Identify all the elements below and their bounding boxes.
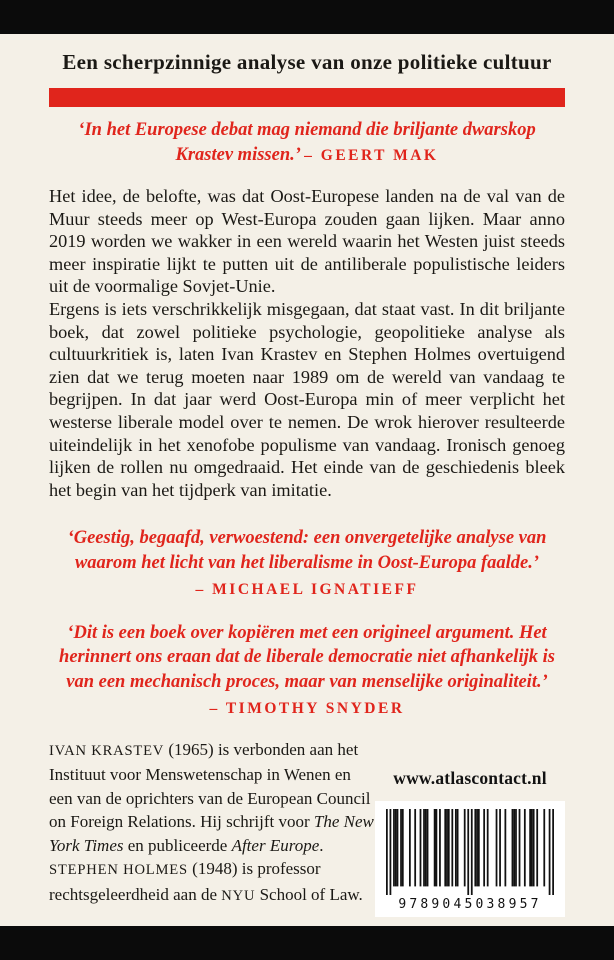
publication-title-after-europe: After Europe: [231, 835, 320, 855]
publisher-column: [375, 738, 565, 917]
quote-attribution: – TIMOTHY SNYDER: [209, 700, 405, 718]
bio-text: School of Law.: [255, 884, 363, 904]
press-quote-michael-ignatieff: [49, 526, 565, 603]
synopsis: [49, 185, 565, 501]
cover-content: [0, 34, 614, 917]
isbn-barcode-bars: [386, 809, 554, 895]
synopsis-paragraph-1: Het idee, de belofte, was dat Oost-Europese landen na de val van de Muur steeds meer op West-Europa zouden gaan lijken. Maar anno 2019 worden we wakker in een wereld waarin het Westen juist steeds meer inspiratie lijkt te putten uit de antiliberale populistische leiders uit de voormalige Sovjet-Unie.: [49, 186, 565, 297]
author-name-krastev: IVAN KRASTEV: [49, 742, 165, 759]
quote-text: ‘Geestig, begaafd, verwoestend: een onvergetelijke analyse van waarom het licht van het liberalisme in Oost-Europa faalde.’: [67, 528, 547, 573]
publication-title-nyt: The New York Times: [49, 812, 374, 855]
bio-text: (1948) is professor rechtsgeleerdheid aan de: [49, 859, 321, 904]
publisher-website: www.atlascontact.nl: [393, 767, 547, 788]
quote-text: ‘In het Europese debat mag niemand die briljante dwarskop Krastev missen.’: [78, 120, 536, 165]
bio-text: .: [319, 835, 324, 855]
bottom-black-bar: [0, 926, 614, 960]
nyu-abbreviation: NYU: [221, 887, 256, 904]
footer: [49, 738, 565, 917]
author-name-holmes: STEPHEN HOLMES: [49, 862, 188, 879]
isbn-barcode: [375, 801, 565, 917]
press-quote-timothy-snyder: [49, 621, 565, 722]
author-bio: [49, 738, 375, 917]
quote-text: ‘Dit is een boek over kopiëren met een origineel argument. Het herinnert ons eraan dat de liberale democratie niet afhankelijk is van een mechanisch proces, maar van menselijke originaliteit.’: [59, 622, 555, 692]
quote-attribution: – MICHAEL IGNATIEFF: [195, 581, 419, 599]
top-black-bar: [0, 0, 614, 34]
quote-attribution: – GEERT MAK: [304, 146, 439, 164]
press-quote-geert-mak: [49, 118, 565, 168]
bio-text: en publiceerde: [123, 835, 232, 855]
barcode-number: 9789045038957: [398, 896, 542, 912]
synopsis-paragraph-2: Ergens is iets verschrikkelijk misgegaan, dat staat vast. In dit briljante boek, dat zowel politieke psychologie, geopolitieke analyse als cultuurkritiek is, laten Ivan Krastev en Stephen Holmes overtuigend zien dat we terug moeten naar 1989 om de wereld van vandaag te begrijpen. In dat jaar werd Oost-Europa min of meer verplicht het westerse liberale model over te nemen. De wrok hierover resulteerde uiteindelijk in het xenofobe populisme van vandaag. Ironisch genoeg lijken de rollen nu omgedraaid. Het einde van de geschiedenis bleek het begin van het tijdperk van imitatie.: [49, 298, 565, 500]
tagline: Een scherpzinnige analyse van onze politieke cultuur: [62, 50, 552, 74]
red-divider-bar: [49, 88, 565, 107]
bio-text: (1965) is verbonden aan het Instituut voor Menswetenschap in Wenen en een van de oprichters van de European Council on Foreign Relations. Hij schrijft voor: [49, 739, 371, 832]
